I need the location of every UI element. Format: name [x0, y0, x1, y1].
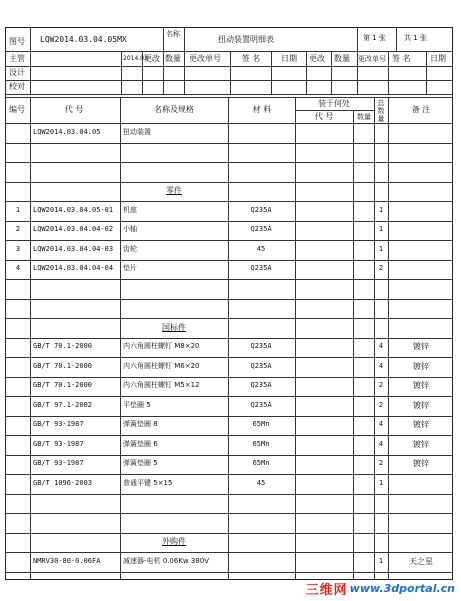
cell-note: 镀锌	[413, 401, 429, 410]
col-header-remarks: 备 注	[411, 105, 431, 114]
watermark	[306, 579, 455, 597]
cell-code: GB/T 97.1-2002	[33, 401, 93, 409]
cell-total: 4	[378, 440, 384, 448]
cell-name: 减速器-电机 0.06Kw 380V	[123, 557, 210, 565]
cell-code: LQW2014.03.04.05	[33, 128, 101, 136]
cell-total: 2	[378, 401, 384, 409]
rev-header-order-a: 更改单号	[189, 54, 221, 63]
cell-code: LQW2014.03.04.05-01	[33, 206, 114, 214]
watermark-site: www.3dportal.cn	[349, 581, 455, 595]
cell-no: 3	[15, 245, 21, 253]
name-label: 名称	[166, 30, 180, 38]
col-header-name: 名称及规格	[154, 105, 194, 114]
sheet-label: 第 1 张	[363, 34, 386, 42]
watermark-brand: 三维网	[305, 582, 348, 598]
cell-name: 内六角圆柱螺钉 M6×20	[123, 362, 200, 370]
total-sheets-label: 共 1 张	[404, 34, 427, 42]
cell-total: 1	[378, 245, 384, 253]
cell-name: 平垫圈 5	[123, 401, 151, 409]
cell-material: Q235A	[250, 362, 272, 370]
cell-total: 2	[378, 459, 384, 467]
cell-code: GB/T 1096-2003	[33, 479, 93, 487]
col-header-qty: 数量	[357, 113, 371, 121]
cell-no: 4	[15, 264, 21, 272]
rev-header-change-b: 更改	[309, 54, 325, 63]
row-label-supervisor: 主管	[9, 54, 25, 63]
rev-header-order-b: 更改单号	[358, 55, 386, 63]
cell-name: 扭动装置	[123, 128, 151, 136]
drawing-no-label: 图号	[9, 37, 25, 46]
cell-name: 齿轮	[123, 245, 137, 253]
date-stamp: 2014.03	[123, 55, 148, 62]
section-heading: 外购件	[162, 537, 186, 546]
cell-total: 4	[378, 420, 384, 428]
cell-note: 镀锌	[413, 420, 429, 429]
cell-material: Q235A	[250, 342, 272, 350]
cell-code: GB/T 93-1987	[33, 440, 84, 448]
cell-total: 1	[378, 225, 384, 233]
col-header-no: 编号	[9, 105, 25, 114]
detail-list-sheet	[5, 27, 453, 580]
cell-note: 镀锌	[413, 381, 429, 390]
cell-material: Q235A	[250, 206, 272, 214]
cell-note: 天之星	[409, 557, 433, 566]
cell-code: LQW2014.03.04.04-03	[33, 245, 114, 253]
cell-name: 弹簧垫圈 6	[123, 440, 158, 448]
cell-code: GB/T 70.1-2000	[33, 342, 93, 350]
cell-material: Q235A	[250, 381, 272, 389]
cell-code: GB/T 70.1-2000	[33, 362, 93, 370]
col-header-material: 材 料	[252, 105, 272, 114]
cell-material: 65Mn	[252, 420, 270, 428]
cell-note: 镀锌	[413, 459, 429, 468]
row-label-check: 校对	[9, 82, 25, 91]
rev-header-change-a: 更改	[144, 54, 160, 63]
cell-code: GB/T 70.1-2000	[33, 381, 93, 389]
cell-total: 1	[378, 479, 384, 487]
rev-header-sign-a: 签 名	[241, 54, 261, 63]
cell-name: 小轴	[123, 225, 137, 233]
cell-material: 65Mn	[252, 440, 270, 448]
cell-total: 2	[378, 381, 384, 389]
cell-code: LQW2014.03.04.04-02	[33, 225, 114, 233]
name-value: 扭动装置明细表	[218, 35, 274, 44]
drawing-no: LQW2014.03.04.05MX	[40, 35, 127, 44]
cell-material: Q235A	[250, 264, 272, 272]
cell-material: 65Mn	[252, 459, 270, 467]
cell-name: 垫片	[123, 264, 137, 272]
rev-header-date-a: 日期	[281, 54, 297, 63]
cell-total: 1	[378, 557, 384, 565]
cell-material: 45	[256, 245, 266, 253]
cell-name: 内六角圆柱螺钉 M8×20	[123, 342, 200, 350]
col-header-total-qty: 总数量	[377, 99, 385, 123]
cell-name: 普通平键 5×15	[123, 479, 173, 487]
cell-name: 机座	[123, 206, 137, 214]
cell-code: NMRV30-80-0.06FA	[33, 557, 101, 565]
cell-material: Q235A	[250, 401, 272, 409]
col-header-mounted-code: 代 号	[314, 112, 334, 121]
rev-header-sign-b: 签 名	[392, 54, 411, 63]
cell-total: 2	[378, 264, 384, 272]
rev-header-qty-a: 数量	[165, 54, 181, 63]
rev-header-qty-b: 数量	[334, 54, 350, 63]
cell-material: 45	[256, 479, 266, 487]
rev-header-date-b: 日期	[430, 54, 446, 63]
col-header-code: 代 号	[64, 105, 84, 114]
section-heading: 国标件	[162, 323, 186, 332]
cell-total: 4	[378, 362, 384, 370]
cell-name: 内六角圆柱螺钉 M5×12	[123, 381, 200, 389]
cell-name: 弹簧垫圈 5	[123, 459, 158, 467]
cell-code: LQW2014.03.04.04-04	[33, 264, 114, 272]
cell-name: 弹簧垫圈 8	[123, 420, 158, 428]
section-heading: 零件	[166, 186, 182, 195]
col-header-mounted-on: 装于何处	[318, 99, 350, 108]
row-label-design: 设计	[9, 68, 25, 77]
cell-code: GB/T 93-1987	[33, 459, 84, 467]
cell-no: 2	[15, 225, 21, 233]
cell-no: 1	[15, 206, 21, 214]
cell-material: Q235A	[250, 225, 272, 233]
cell-code: GB/T 93-1987	[33, 420, 84, 428]
cell-total: 1	[378, 206, 384, 214]
cell-total: 4	[378, 342, 384, 350]
cell-note: 镀锌	[413, 440, 429, 449]
cell-note: 镀锌	[413, 362, 429, 371]
cell-note: 镀锌	[413, 342, 429, 351]
